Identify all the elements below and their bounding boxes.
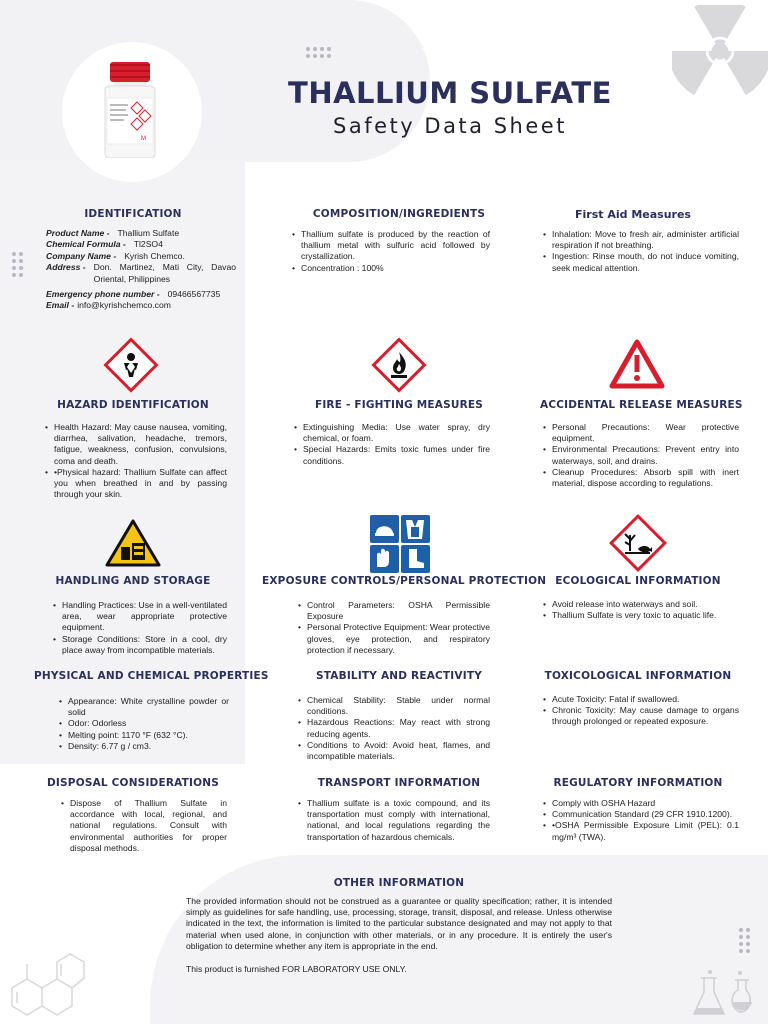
first-aid-list <box>543 229 739 274</box>
exposure-heading: EXPOSURE CONTROLS/PERSONAL PROTECTION <box>262 575 547 587</box>
list-item: • Thallium Sulfate is very toxic to aquatic life. <box>543 610 739 621</box>
id-row-email: Email - info@kyrishchemco.com <box>46 300 171 311</box>
regulatory-list <box>543 798 739 843</box>
list-item: • Chronic Toxicity: May cause damage to organs through prolonged or repeated exposure. <box>543 705 739 727</box>
physical-list <box>59 696 229 752</box>
list-item: • Chemical Stability: Stable under normal conditions. <box>298 695 490 717</box>
list-item: • Extinguishing Media: Use water spray, dry chemical, or foam. <box>294 422 490 444</box>
ppe-icon <box>370 515 430 573</box>
hazard-heading: HAZARD IDENTIFICATION <box>57 399 209 411</box>
storage-warning-icon <box>104 518 162 568</box>
list-item: • Appearance: White crystalline powder or solid <box>59 696 229 718</box>
list-item: • Cleanup Procedures: Absorb spill with inert material, dispose according to regulations. <box>543 467 739 489</box>
id-row-company: Company Name - Kyrish Chemco. <box>46 250 185 261</box>
list-item: • Thallium sulfate is produced by the reaction of thallium metal with sulfuric acid followed by crystallization. <box>292 229 490 263</box>
list-item: • Avoid release into waterways and soil. <box>543 599 739 610</box>
id-row-address: Address - Don. Martinez, Mati City, Davao Oriental, Philippines <box>46 262 236 284</box>
list-item: • •Physical hazard: Thallium Sulfate can affect you when breathed in and by passing through your skin. <box>45 467 227 501</box>
decorative-dots-right <box>739 928 750 953</box>
physical-heading: PHYSICAL AND CHEMICAL PROPERTIES <box>34 670 269 682</box>
handling-heading: HANDLING AND STORAGE <box>55 575 211 587</box>
list-item: • Conditions to Avoid: Avoid heat, flames, and incompatible materials. <box>298 740 490 762</box>
list-item: • Inhalation: Move to fresh air, administer artificial respiration if not breathing. <box>543 229 739 251</box>
list-item: • Health Hazard: May cause nausea, vomiting, diarrhea, salivation, headache, tremors, fatigue, weakness, confusion, convulsions, coma and death. <box>45 422 227 467</box>
first-aid-heading: First Aid Measures <box>575 208 691 221</box>
other-info-paragraph: The provided information should not be construed as a guarantee or quality specification; rather, it is intended simply as guidelines for safe handling, use, processing, storage, transit, disposal, and release. Unless otherwise indicated in the text, the information is limited to the particular substance designated and may not apply to that material when used alone, in conjunction with other materials, or in any procedure. It is entirely the user's obligation to determine whether any item is appropriate in the end. <box>186 896 612 951</box>
bottle-brand-mark: M <box>141 136 146 142</box>
bottle-icon <box>101 62 159 158</box>
identification-block <box>46 228 236 312</box>
regulatory-heading: REGULATORY INFORMATION <box>553 777 723 789</box>
disposal-list <box>61 798 227 854</box>
stability-heading: STABILITY AND REACTIVITY <box>315 670 482 682</box>
list-item: • Acute Toxicity: Fatal if swallowed. <box>543 694 739 705</box>
id-row-phone: Emergency phone number - 09466567735 <box>46 289 221 300</box>
other-info-heading: OTHER INFORMATION <box>333 877 465 889</box>
exposure-list <box>298 600 490 656</box>
lab-flask-icon <box>690 968 760 1020</box>
fire-list <box>294 422 490 467</box>
list-item: • Ingestion: Rinse mouth, do not induce vomiting, seek medical attention. <box>543 251 739 273</box>
list-item: • Environmental Precautions: Prevent entry into waterways, soil, and drains. <box>543 444 739 466</box>
flame-pictogram-icon <box>371 337 427 393</box>
stability-list <box>298 695 490 762</box>
identification-heading: IDENTIFICATION <box>84 208 182 220</box>
molecule-structure-icon <box>2 948 102 1024</box>
list-item: • Storage Conditions: Store in a cool, dry place away from incompatible materials. <box>53 634 227 656</box>
accidental-list <box>543 422 739 489</box>
page-subtitle: Safety Data Sheet <box>333 114 567 138</box>
transport-list <box>298 798 490 843</box>
accidental-heading: ACCIDENTAL RELEASE MEASURES <box>540 399 743 411</box>
list-item: • Melting point: 1170 °F (632 °C). <box>59 730 229 741</box>
environment-hazard-pictogram-icon <box>608 513 668 573</box>
list-item: • Hazardous Reactions: May react with strong reducing agents. <box>298 717 490 739</box>
composition-heading: COMPOSITION/INGREDIENTS <box>312 208 486 220</box>
other-info-note: This product is furnished FOR LABORATORY USE ONLY. <box>186 964 407 974</box>
ecological-list <box>543 599 739 621</box>
list-item: • Thallium sulfate is a toxic compound, and its transportation must comply with international, national, and local regulations regarding the transportation of hazardous chemicals. <box>298 798 490 843</box>
composition-list <box>292 229 490 274</box>
decorative-dots-left <box>12 252 23 277</box>
decorative-dots-top <box>306 47 331 58</box>
list-item: • Special Hazards: Emits toxic fumes under fire conditions. <box>294 444 490 466</box>
list-item: • Concentration : 100% <box>292 263 490 274</box>
hazard-list <box>45 422 227 500</box>
list-item: • Dispose of Thallium Sulfate in accordance with local, regional, and national regulations. Consult with environmental authorities for proper disposal methods. <box>61 798 227 854</box>
radiation-symbol-icon <box>672 5 768 97</box>
ecological-heading: ECOLOGICAL INFORMATION <box>555 575 721 587</box>
health-hazard-pictogram-icon <box>103 337 159 393</box>
transport-heading: TRANSPORT INFORMATION <box>317 777 481 789</box>
handling-list <box>53 600 227 656</box>
id-row-product: Product Name - Thallium Sulfate <box>46 228 180 238</box>
list-item: • Comply with OSHA Hazard <box>543 798 739 809</box>
list-item: • Density: 6.77 g / cm3. <box>59 741 229 752</box>
list-item: • Personal Protective Equipment: Wear protective gloves, eye protection, and respiratory protection if necessary. <box>298 622 490 656</box>
fire-heading: FIRE - FIGHTING MEASURES <box>314 399 484 411</box>
disposal-heading: DISPOSAL CONSIDERATIONS <box>47 777 219 789</box>
id-row-formula: Chemical Formula - Tl2SO4 <box>46 239 163 250</box>
list-item: • Odor: Odorless <box>59 718 229 729</box>
warning-triangle-icon <box>608 338 666 390</box>
toxicological-heading: TOXICOLOGICAL INFORMATION <box>544 670 732 682</box>
list-item: • Handling Practices: Use in a well-ventilated area, wear appropriate protective equipment. <box>53 600 227 634</box>
page-title: THALLIUM SULFATE <box>288 76 612 110</box>
list-item: • Control Parameters: OSHA Permissible Exposure <box>298 600 490 622</box>
list-item: • •OSHA Permissible Exposure Limit (PEL): 0.1 mg/m³ (TWA). <box>543 820 739 842</box>
list-item: • Personal Precautions: Wear protective equipment. <box>543 422 739 444</box>
list-item: • Communication Standard (29 CFR 1910.1200). <box>543 809 739 820</box>
toxicological-list <box>543 694 739 728</box>
